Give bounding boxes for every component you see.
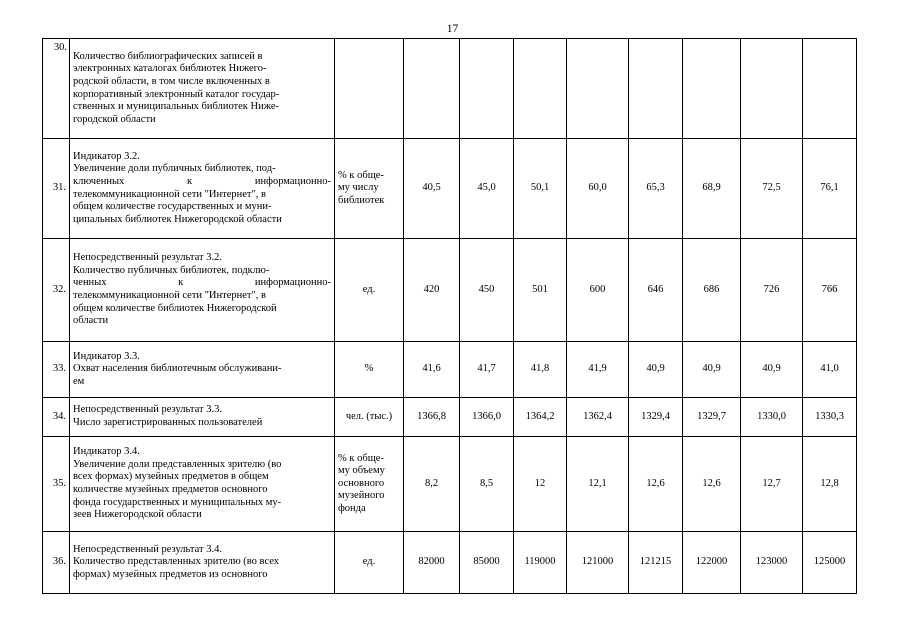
description-line: ченных к информационно- [73, 277, 331, 289]
table-row [43, 239, 857, 342]
unit-line: ед. [362, 283, 376, 295]
value-cell: 40,5 [404, 139, 460, 239]
unit-line: % [364, 363, 374, 375]
value-cell: 12,8 [803, 437, 857, 532]
unit-line: фонда [338, 502, 366, 514]
value-cell: 40,9 [629, 342, 683, 398]
value-cell: 420 [404, 239, 460, 342]
value-cell [567, 39, 629, 139]
value-cell: 41,0 [803, 342, 857, 398]
value-cell: 12,6 [629, 437, 683, 532]
value-cell: 1329,4 [629, 398, 683, 437]
indicator-description [70, 342, 335, 398]
value-cell: 121215 [629, 532, 683, 594]
unit-line: музейного [338, 490, 385, 502]
description-line: зеев Нижегородской области [73, 509, 202, 521]
description-line: ственных и муниципальных библиотек Ниже- [73, 101, 280, 113]
value-cell: 40,9 [741, 342, 803, 398]
indicator-description [70, 437, 335, 532]
value-cell: 12,7 [741, 437, 803, 532]
value-cell: 1330,3 [803, 398, 857, 437]
value-cell: 60,0 [567, 139, 629, 239]
indicator-description [70, 39, 335, 139]
value-cell: 123000 [741, 532, 803, 594]
description-line: Количество библиографических записей в [73, 50, 263, 62]
unit-line: му числу [338, 182, 379, 194]
description-line: Непосредственный результат 3.2. [73, 252, 222, 264]
table-row [43, 398, 857, 437]
description-line: фонда государственных и муниципальных му- [73, 496, 282, 508]
description-line: Количество представленных зрителю (во всех [73, 556, 280, 568]
unit-cell [335, 239, 404, 342]
value-cell: 41,9 [567, 342, 629, 398]
description-line: Увеличение доли представленных зрителю (во [73, 458, 282, 470]
value-cell: 501 [514, 239, 567, 342]
indicators-table [42, 38, 857, 594]
unit-cell [335, 398, 404, 437]
row-number: 32. [43, 239, 70, 342]
value-cell: 40,9 [683, 342, 741, 398]
value-cell: 68,9 [683, 139, 741, 239]
row-number: 34. [43, 398, 70, 437]
value-cell: 646 [629, 239, 683, 342]
value-cell [683, 39, 741, 139]
value-cell: 121000 [567, 532, 629, 594]
description-line: Непосредственный результат 3.3. [73, 404, 222, 416]
value-cell [629, 39, 683, 139]
unit-line: % к обще- [338, 452, 384, 464]
description-line: городской области [73, 113, 156, 125]
description-line: Число зарегистрированных пользователей [73, 417, 263, 428]
value-cell [803, 39, 857, 139]
row-number: 31. [43, 139, 70, 239]
value-cell: 600 [567, 239, 629, 342]
value-cell: 766 [803, 239, 857, 342]
description-line: области [73, 315, 109, 327]
value-cell: 125000 [803, 532, 857, 594]
value-cell: 1330,0 [741, 398, 803, 437]
value-cell: 41,7 [460, 342, 514, 398]
value-cell: 122000 [683, 532, 741, 594]
description-line: формах) музейных предметов из основного [73, 568, 268, 580]
value-cell: 12,1 [567, 437, 629, 532]
unit-line: % к обще- [338, 169, 384, 181]
value-cell: 1329,7 [683, 398, 741, 437]
unit-cell [335, 342, 404, 398]
unit-cell [335, 39, 404, 139]
unit-line: му объему [338, 465, 385, 477]
value-cell: 72,5 [741, 139, 803, 239]
value-cell: 41,6 [404, 342, 460, 398]
table-row [43, 139, 857, 239]
description-line: общем количестве государственных и муни- [73, 201, 272, 213]
description-line: электронных каталогах библиотек Нижего- [73, 63, 267, 75]
indicator-description [70, 398, 335, 437]
value-cell: 1362,4 [567, 398, 629, 437]
description-line: общем количестве библиотек Нижегородской [73, 302, 277, 314]
unit-line: ед. [362, 556, 376, 568]
description-line: Увеличение доли публичных библиотек, под- [73, 163, 276, 175]
description-line: количестве музейных предметов основного [73, 484, 268, 495]
value-cell: 12 [514, 437, 567, 532]
value-cell [460, 39, 514, 139]
row-number: 36. [43, 532, 70, 594]
value-cell: 726 [741, 239, 803, 342]
unit-cell [335, 532, 404, 594]
value-cell: 8,5 [460, 437, 514, 532]
description-line: Охват населения библиотечным обслуживани- [73, 363, 282, 375]
indicator-description [70, 532, 335, 594]
description-line: ключенных к информационно- [73, 175, 331, 187]
row-number: 33. [43, 342, 70, 398]
value-cell: 8,2 [404, 437, 460, 532]
value-cell: 450 [460, 239, 514, 342]
unit-line: библиотек [338, 194, 385, 206]
value-cell: 76,1 [803, 139, 857, 239]
table-row [43, 39, 857, 139]
description-line: ем [73, 375, 85, 387]
value-cell: 41,8 [514, 342, 567, 398]
description-line: всех формах) музейных предметов в общем [73, 471, 269, 483]
table-row [43, 437, 857, 532]
unit-cell [335, 139, 404, 239]
value-cell [404, 39, 460, 139]
unit-cell [335, 437, 404, 532]
table-body [43, 39, 857, 594]
description-line: Непосредственный результат 3.4. [73, 543, 222, 555]
description-line: Индикатор 3.2. [73, 150, 140, 162]
value-cell: 1364,2 [514, 398, 567, 437]
description-line: ципальных библиотек Нижегородской области [73, 213, 282, 225]
value-cell [514, 39, 567, 139]
description-line: корпоративный электронный каталог государ- [73, 88, 280, 100]
row-number: 35. [43, 437, 70, 532]
row-number: 30. [43, 39, 70, 139]
value-cell: 85000 [460, 532, 514, 594]
value-cell: 12,6 [683, 437, 741, 532]
value-cell: 119000 [514, 532, 567, 594]
indicator-description [70, 239, 335, 342]
table-row [43, 342, 857, 398]
value-cell: 1366,8 [404, 398, 460, 437]
value-cell: 45,0 [460, 139, 514, 239]
value-cell: 686 [683, 239, 741, 342]
indicator-description [70, 139, 335, 239]
value-cell: 65,3 [629, 139, 683, 239]
value-cell: 82000 [404, 532, 460, 594]
page-number: 17 [446, 23, 459, 35]
value-cell: 1366,0 [460, 398, 514, 437]
description-line: родской области, в том числе включенных в [73, 75, 270, 87]
description-line: Индикатор 3.3. [73, 350, 140, 362]
description-line: Индикатор 3.4. [73, 446, 140, 458]
description-line: телекоммуникационной сети "Интернет", в [73, 290, 266, 301]
description-line: телекоммуникационной сети "Интернет", в [73, 188, 266, 200]
description-line: Количество публичных библиотек, подклю- [73, 264, 270, 276]
unit-line: чел. (тыс.) [345, 410, 393, 422]
value-cell: 50,1 [514, 139, 567, 239]
unit-line: основного [338, 477, 385, 489]
value-cell [741, 39, 803, 139]
table-row [43, 532, 857, 594]
